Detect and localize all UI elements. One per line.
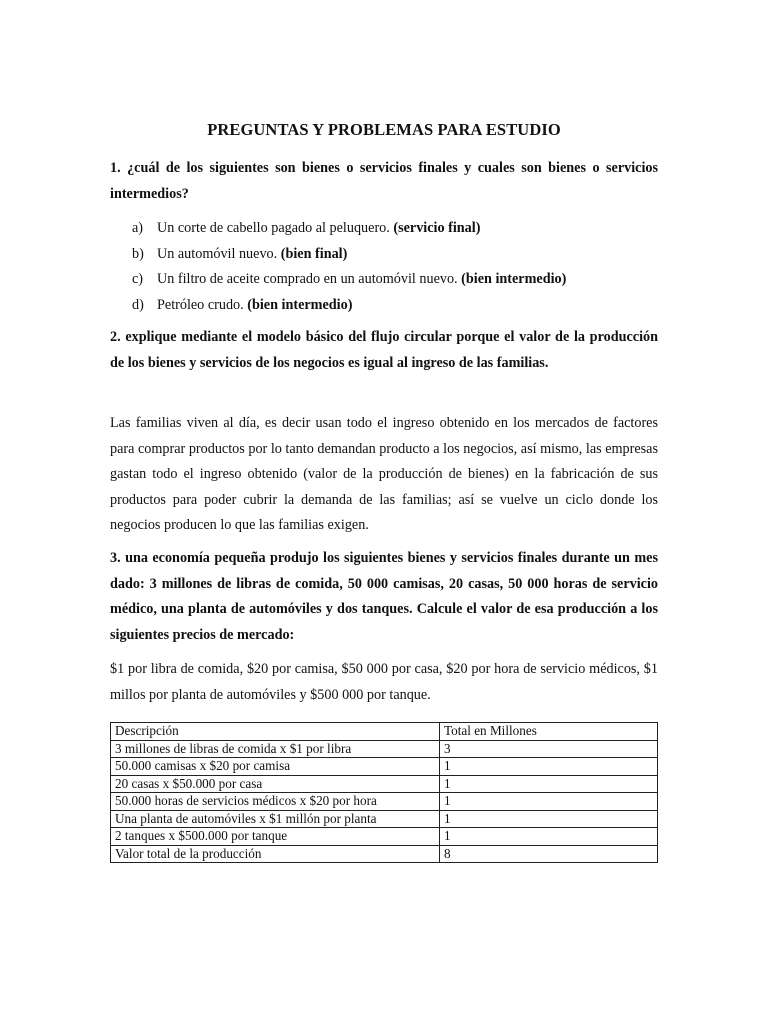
table-row (111, 828, 658, 846)
list-item-answer: (bien final) (280, 245, 348, 262)
list-item (132, 293, 662, 319)
list-item-answer: (bien intermedio) (461, 271, 567, 287)
table-cell: Una planta de automóviles x $1 millón por planta (111, 810, 440, 828)
list-marker: b) (132, 245, 144, 262)
table-cell: 20 casas x $50.000 por casa (111, 775, 440, 793)
list-item-text: Un filtro de aceite comprado en un automóvil nuevo. (157, 271, 458, 287)
list-item (132, 216, 662, 242)
production-table (110, 722, 658, 863)
table-row (111, 740, 658, 758)
table-row (111, 793, 658, 811)
table-cell: 1 (440, 775, 658, 793)
list-item-text: Un automóvil nuevo. (157, 245, 278, 262)
table-cell: 1 (440, 810, 658, 828)
list-item-text: Petróleo crudo. (157, 296, 244, 313)
table-cell: 3 (440, 740, 658, 758)
table-cell: Valor total de la producción (111, 845, 440, 863)
table-cell: 1 (440, 828, 658, 846)
table-row (111, 810, 658, 828)
question-2: 2. explique mediante el modelo básico del flujo circular porque el valor de la producción de los bienes y servicios de los negocios es igual al ingreso de las familias. (110, 329, 658, 371)
answer-2: Las familias viven al día, es decir usan todo el ingreso obtenido en los mercados de factores para comprar productos por lo tanto demandan producto a los negocios, así mismo, las empresas gastan todo el ingreso obtenido (valor de la producción de bienes) en la fabricación de sus productos para poder cubrir la demanda de las familias; así se vuelve un ciclo donde los negocios producen lo que las familias exigen. (110, 415, 658, 533)
table-cell: 2 tanques x $500.000 por tanque (111, 828, 440, 846)
answer-list (132, 216, 662, 318)
table-cell: 50.000 camisas x $20 por camisa (111, 758, 440, 776)
prices-paragraph: $1 por libra de comida, $20 por camisa, $50 000 por casa, $20 por hora de servicio médicos, $1 millos por planta de automóviles y $500 000 por tanque. (110, 661, 658, 703)
list-marker: d) (132, 296, 144, 313)
document-title: PREGUNTAS Y PROBLEMAS PARA ESTUDIO (207, 120, 561, 139)
table-cell: 1 (440, 793, 658, 811)
list-item (132, 267, 662, 293)
list-item-text: Un corte de cabello pagado al peluquero. (157, 220, 390, 236)
list-marker: c) (132, 271, 144, 287)
table-row (111, 775, 658, 793)
table-row (111, 758, 658, 776)
table-cell: 8 (440, 845, 658, 863)
table-cell: 3 millones de libras de comida x $1 por libra (111, 740, 440, 758)
table-header-cell: Descripción (111, 723, 440, 741)
question-3: 3. una economía pequeña produjo los siguientes bienes y servicios finales durante un mes dado: 3 millones de libras de comida, 50 000 camisas, 20 casas, 50 000 horas de servicio médico, una planta de automóviles y dos tanques. Calcule el valor de esa producción a los siguientes precios de mercado: (110, 550, 658, 643)
table-total-row (111, 845, 658, 863)
list-item-answer: (bien intermedio) (247, 296, 353, 313)
table-header-row (111, 723, 658, 741)
table-cell: 50.000 horas de servicios médicos x $20 por hora (111, 793, 440, 811)
question-1: 1. ¿cuál de los siguientes son bienes o servicios finales y cuales son bienes o servicios intermedios? (110, 160, 658, 202)
table-cell: 1 (440, 758, 658, 776)
table-header-cell: Total en Millones (440, 723, 658, 741)
list-item (132, 242, 662, 268)
list-marker: a) (132, 220, 144, 236)
list-item-answer: (servicio final) (393, 220, 481, 236)
